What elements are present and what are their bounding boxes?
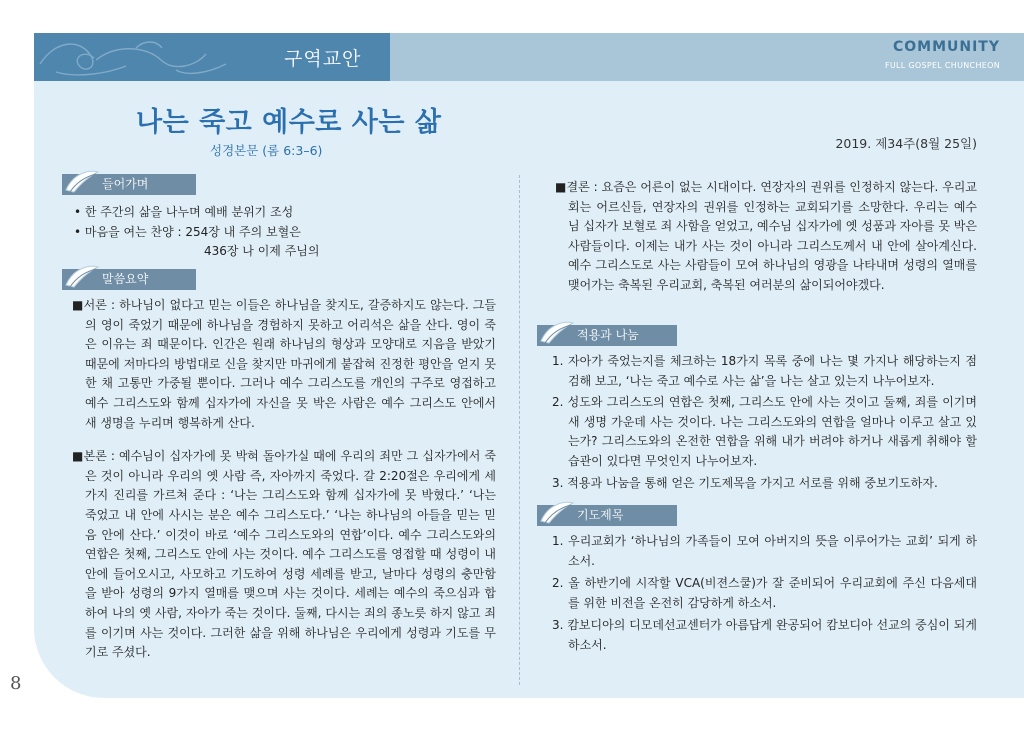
section-tag-label: 적용과 나눔: [577, 328, 639, 342]
list-item: 3. 적용과 나눔을 통해 얻은 기도제목을 가지고 서로를 위해 중보기도하자.: [552, 475, 938, 490]
list-item: 436장 나 이제 주님의: [204, 244, 320, 259]
leaf-icon: [539, 319, 575, 345]
page-number: 8: [10, 673, 22, 694]
column-divider: [519, 175, 520, 685]
lesson-date: 2019. 제34주(8월 25일): [835, 136, 977, 151]
swirl-ornament-icon: [36, 34, 236, 80]
section-tag-label: 기도제목: [577, 508, 624, 522]
application-list: [552, 352, 977, 493]
list-item: 1. 우리교회가 ‘하나님의 가족들이 모여 아버지의 뜻을 이루어가는 교회’ 되게 하소서.: [552, 534, 977, 568]
list-item: 1. 자아가 죽었는지를 체크하는 18가지 목록 중에 나는 몇 가지나 해당하는지 점검해 보고, ‘나는 죽고 예수로 사는 삶’을 나는 살고 있는지 나누어보자.: [552, 354, 977, 388]
brand-line-1: COMMUNITY: [892, 39, 1000, 55]
list-item: • 한 주간의 삶을 나누며 예배 분위기 조성: [74, 205, 294, 219]
section-tag-intro: [62, 174, 196, 195]
list-item: • 마음을 여는 찬양 : 254장 내 주의 보혈은: [74, 224, 301, 239]
conclusion-text: [555, 178, 977, 296]
section-tag-label: 들어가며: [102, 177, 149, 191]
lesson-title: 나는 죽고 예수로 사는 삶: [136, 107, 442, 138]
leaf-icon: [539, 499, 575, 525]
list-item: 2. 올 하반기에 시작할 VCA(비젼스쿨)가 잘 준비되어 우리교회에 주신 다음세대를 위한 비전을 온전히 감당하게 하소서.: [552, 576, 977, 610]
prayer-list: [552, 532, 977, 656]
list-item: 3. 캄보디아의 디모데선교센터가 아름답게 완공되어 캄보디아 선교의 중심이 되게 하소서.: [552, 618, 977, 652]
leaf-icon: [64, 168, 100, 194]
scripture-reference: 성경본문 (롬 6:3–6): [210, 143, 323, 158]
brand-block: [885, 39, 1000, 70]
intro-paragraph: ■서론 : 하나님이 없다고 믿는 이들은 하나님을 찾지도, 갈증하지도 않는다. 그들의 영이 죽었기 때문에 하나님을 경험하지 못하고 어리석은 삶을 산다. 영이 죽은 이유는 죄 때문이다. 인간은 원래 하나님의 형상과 모양대로 지음을 받았기 때문에 저마다의 방법대로 신을 찾지만 마귀에게 붙잡혀 진정한 평안을 얻지 못한 채 고통만 가중될 뿐이다. 그러나 예수 그리스도를 개인의 구주로 영접하고 예수 그리스도와 함께 십자가에 자신을 못 박은 사람은 예수 그리스도 안에서 새 생명을 누리며 행복하게 산다.: [72, 298, 496, 430]
brand-line-2: FULL GOSPEL CHUNCHEON: [884, 61, 1000, 70]
section-tag-summary: [62, 269, 196, 290]
body-paragraph: ■본론 : 예수님이 십자가에 못 박혀 돌아가실 때에 우리의 죄만 그 십자가에서 죽은 것이 아니라 우리의 옛 사람 즉, 자아까지 죽었다. 갈 2:20절은 우리에게 세 가지 진리를 가르쳐 준다 : ‘나는 그리스도와 함께 십자가에 못 박혔다.’ ‘나는 죽었고 내 안에 사시는 분은 예수 그리스도다.’ ‘나는 하나님의 아들을 믿는 믿음 안에 산다.’ 이것이 바로 ‘예수 그리스도와의 연합’이다. 예수 그리스도와의 연합은 첫째, 그리스도 안에 사는 것이다. 예수 그리스도를 영접할 때 성령이 내 안에 들어오시고, 사모하고 기도하여 성령 세례를 받고, 날마다 성령의 충만함을 받아 성령의 9가지 열매를 맺으며 사는 것이다. 세례는 예수의 죽으심과 합하여 나의 옛 사람, 자아가 죽는 것이다. 둘째, 다시는 죄의 종노릇 하지 않고 죄를 이기며 사는 것이다. 그러한 삶을 위해 하나님은 우리에게 성령과 기도를 무기로 주셨다.: [72, 449, 496, 660]
section-tag-label: 말씀요약: [102, 272, 149, 286]
summary-text: [72, 296, 496, 663]
intro-list: [74, 203, 504, 262]
list-item: 2. 성도와 그리스도의 연합은 첫째, 그리스도 안에 사는 것이고 둘째, 죄를 이기며 새 생명 가운데 사는 것이다. 나는 그리스도와의 연합을 얼마나 이루고 살고 있는가? 그리스도와의 온전한 연합을 위해 내가 버려야 하거나 새롭게 취해야 할 습관이 있다면 무엇인지 나누어보자.: [552, 395, 977, 468]
section-tag-prayer: [537, 505, 677, 526]
leaf-icon: [64, 263, 100, 289]
section-tag-application: [537, 325, 677, 346]
conclusion-paragraph: ■결론 : 요즘은 어른이 없는 시대이다. 연장자의 권위를 인정하지 않는다. 우리교회는 어르신들, 연장자의 권위를 인정하는 교회되기를 소망한다. 우리는 예수님 십자가 보혈로 죄 사함을 얻었고, 예수님 십자가에 옛 성품과 자아를 못 박은 사람들이다. 이제는 내가 사는 것이 아니라 그리스도께서 내 안에 살아계신다. 예수 그리스도로 사는 사람들이 모여 하나님의 영광을 나타내며 성령의 열매를 맺어가는 축복된 우리교회, 축복된 여러분의 삶이되어야겠다.: [555, 180, 977, 292]
section-title: 구역교안: [284, 48, 362, 70]
